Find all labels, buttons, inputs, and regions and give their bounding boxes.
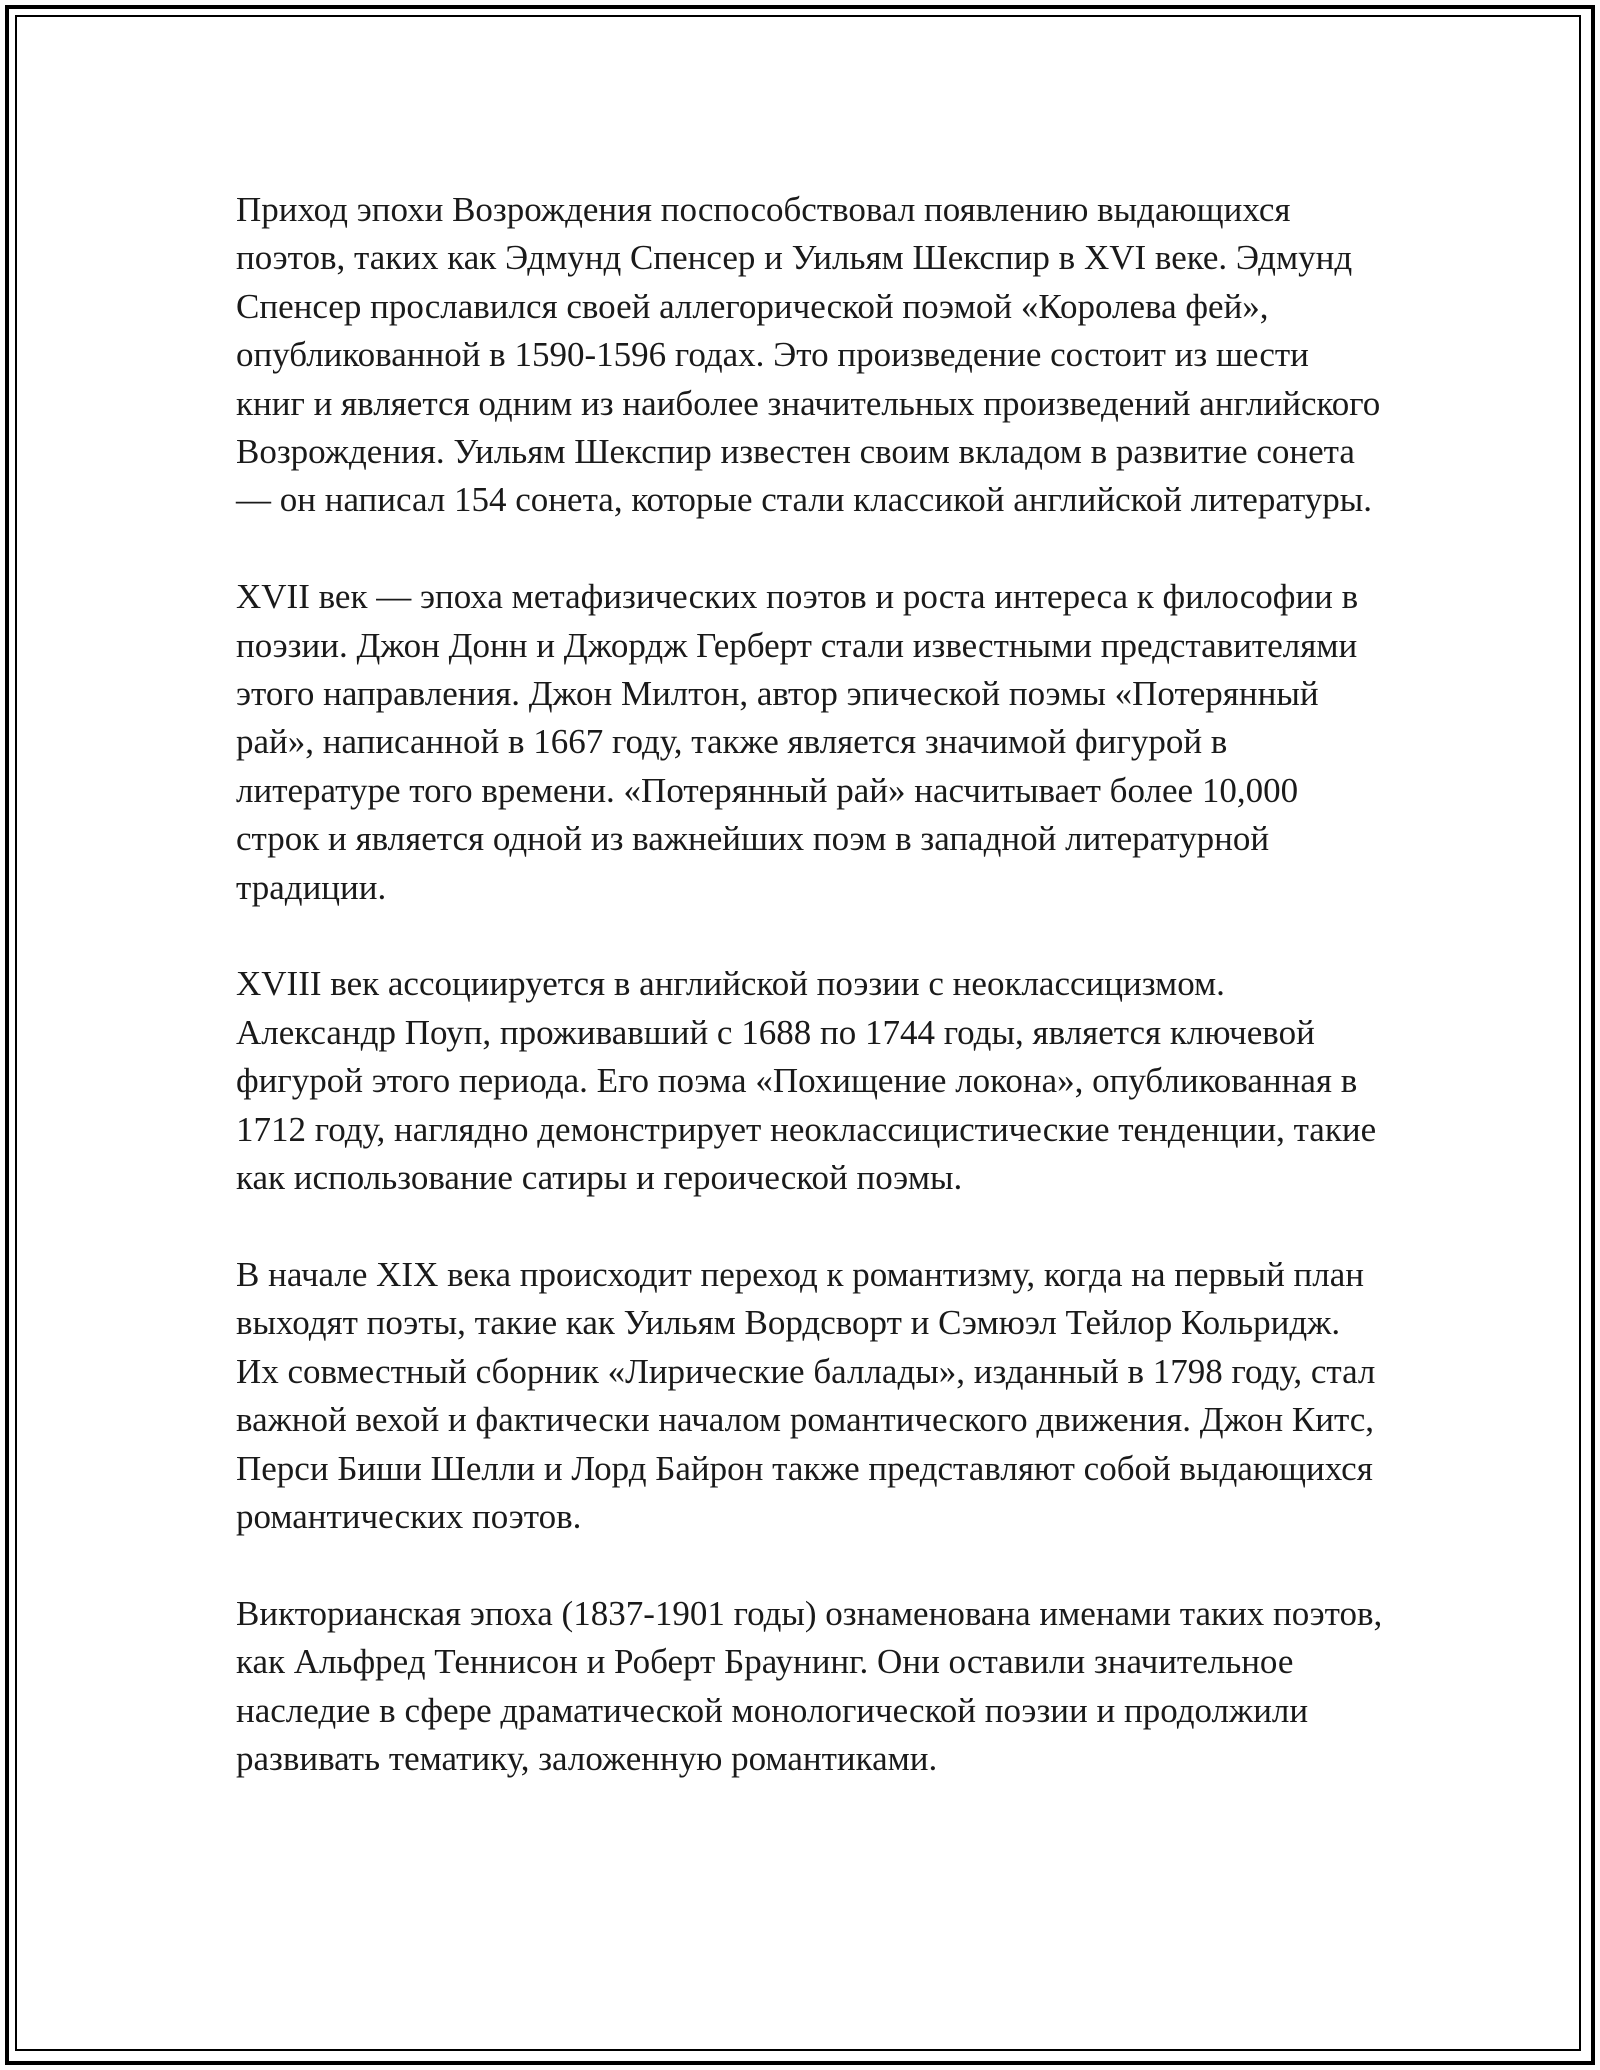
- paragraph-18th-century: XVIII век ассоциируется в английской поэзии с неоклассицизмом. Александр Поуп, проживавший с 1688 по 1744 годы, является ключевой фигурой этого периода. Его поэма «Похищение локона», опубликованная в 1712 году, наглядно демонстрирует неоклассицистические тенденции, такие как использование сатиры и героической поэмы.: [236, 964, 1377, 1198]
- paragraph-renaissance: Приход эпохи Возрождения поспособствовал появлению выдающихся поэтов, таких как Эдмунд Спенсер и Уильям Шекспир в XVI веке. Эдмунд Спенсер прославился своей аллегорической поэмой «Королева фей», опубликованной в 1590-1596 годах. Это произведение состоит из шести книг и является одним из наиболее значительных произведений английского Возрождения. Уильям Шекспир известен своим вкладом в развитие сонета — он написал 154 сонета, которые стали классикой английской литературы.: [236, 190, 1381, 520]
- document-body: [236, 186, 1386, 1832]
- paragraph-17th-century: XVII век — эпоха метафизических поэтов и роста интереса к философии в поэзии. Джон Донн и Джордж Герберт стали известными представителями этого направления. Джон Милтон, автор эпической поэмы «Потерянный рай», написанной в 1667 году, также является значимой фигурой в литературе того времени. «Потерянный рай» насчитывает более 10,000 строк и является одной из важнейших поэм в западной литературной традиции.: [236, 577, 1359, 907]
- paragraph-victorian-era: Викторианская эпоха (1837-1901 годы) ознаменована именами таких поэтов, как Альфред Теннисон и Роберт Браунинг. Они оставили значительное наследие в сфере драматической монологической поэзии и продолжили развивать тематику, заложенную романтиками.: [236, 1593, 1383, 1778]
- paragraph-19th-century: В начале XIX века происходит переход к романтизму, когда на первый план выходят поэты, такие как Уильям Вордсворт и Сэмюэл Тейлор Кольридж. Их совместный сборник «Лирические баллады», изданный в 1798 году, стал важной вехой и фактически началом романтического движения. Джон Китс, Перси Биши Шелли и Лорд Байрон также представляют собой выдающихся романтических поэтов.: [236, 1254, 1376, 1536]
